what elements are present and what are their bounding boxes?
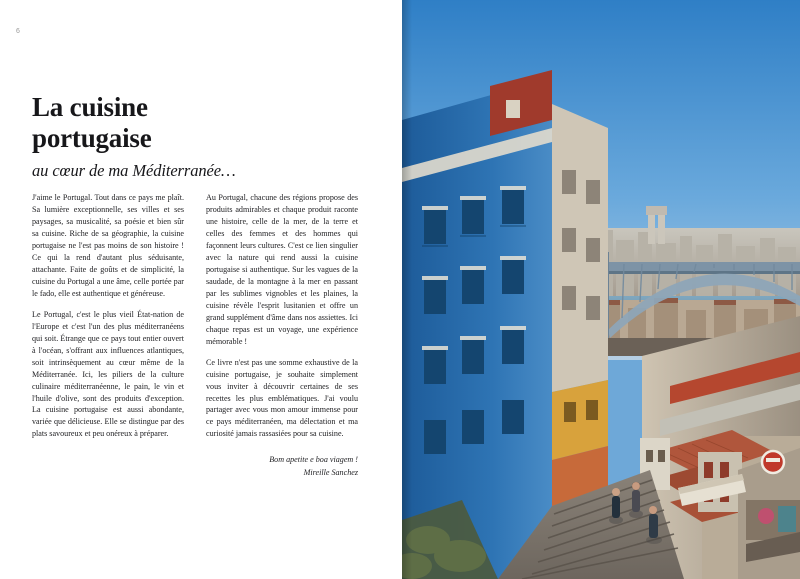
body-column-right xyxy=(206,192,358,479)
porto-street-photo xyxy=(402,0,800,579)
page-title-line-1: La cuisine xyxy=(32,92,148,122)
page-subtitle: au cœur de ma Méditerranée… xyxy=(32,160,236,180)
paragraph: J'aime le Portugal. Tout dans ce pays me plaît. Sa lumière exceptionnelle, ses villes et ses paysages, sa musicalité, sa poésie et bien sûr sa cuisine. Riche de sa géographie, la cuisine portugaise ne l'est pas moins de son histoire ! Ce qui la rend d'autant plus séduisante, attachante. Faite de goûts et de simplicité, la cuisine du Portugal a une âme, celle portée par le fado, elle est authentique et généreuse. xyxy=(32,193,184,298)
signature-block xyxy=(206,454,358,478)
page-title xyxy=(32,92,362,155)
signature-author: Mireille Sanchez xyxy=(303,467,358,477)
paragraph: Au Portugal, chacune des régions propose des produits admirables et chaque produit raconte une histoire, celle de la mer, de la terre et celles des femmes et des hommes qui façonnent leurs cultures. C'est ce lien singulier avec la nature qui rend aussi la cuisine portugaise si authentique. Sur les vagues de la saudade, de la montagne à la mer en passant par les sublimes vignobles et les plaines, la cuisine révèle l'esprit lusitanien et offre un grand supplément d'âme dans nos assiettes. Ici chaque repas est un voyage, une expérience mémorable ! xyxy=(206,193,358,346)
photo-page xyxy=(402,0,800,579)
title-block xyxy=(32,92,362,181)
page-title-line-2: portugaise xyxy=(32,123,152,154)
body-column-left xyxy=(32,192,184,449)
body-columns xyxy=(32,192,372,477)
paragraph: Le Portugal, c'est le plus vieil État-nation de l'Europe et c'est l'un des plus méditerranéens qui soit. Étrange que ce pays tout entier ouvert à l'océan, s'offrant aux influences atlantiques, soit intrinsèquement au cœur même de la Méditerranée. Ici, les piliers de la culture culinaire méditerranéenne, le pain, le vin et l'huile d'olive, sont des produits d'exception. La cuisine portugaise est aussi abondante, variée que délicieuse. Elle se distingue par des plats savoureux et peu onéreux à préparer. xyxy=(32,309,184,439)
paragraph: Ce livre n'est pas une somme exhaustive de la cuisine portugaise, je souhaite simplement vous inviter à découvrir certaines de ses recettes les plus emblématiques. J'ai voulu partager avec vous mon amour immense pour ce pays méditerranéen, ma délectation et ma curiosité jamais rassasiées pour sa cuisine. xyxy=(206,357,358,439)
signature-farewell: Bom apetite e boa viagem ! xyxy=(269,455,358,465)
page-number: 6 xyxy=(16,28,21,35)
